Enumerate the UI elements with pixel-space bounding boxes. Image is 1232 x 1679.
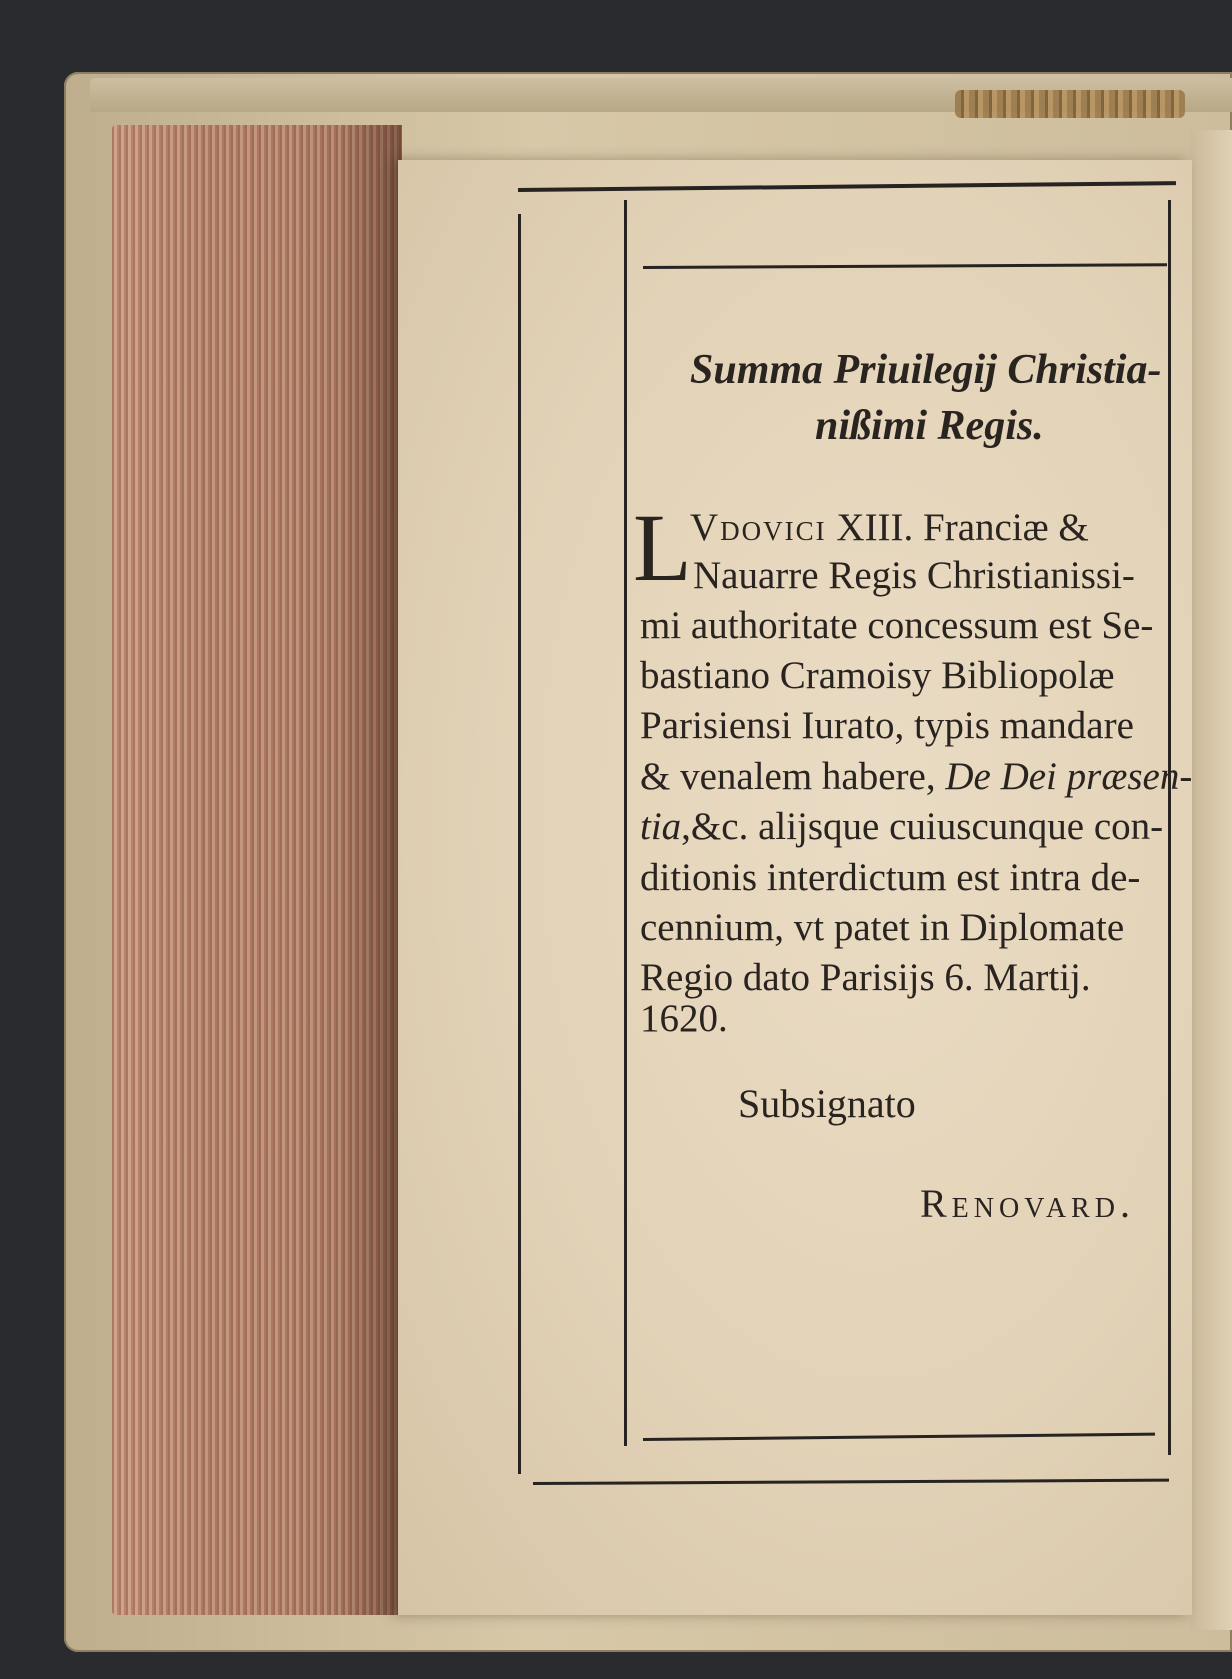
book-title-italic: De Dei præsen- <box>945 755 1193 798</box>
body-line-6-roman: & venalem habere, <box>640 755 946 798</box>
body-line-8: ditionis interdictum est intra de- <box>640 856 1141 899</box>
body-line-1-rest: XIII. Franciæ & <box>826 506 1089 549</box>
body-line-7 <box>640 804 1163 850</box>
body-line-4: bastiano Cramoisy Bibliopolæ <box>640 654 1115 697</box>
signature-name: Renovard. <box>920 1181 1135 1226</box>
body-line-10: Regio dato Parisijs 6. Martij. <box>640 956 1091 999</box>
drop-cap: L <box>633 494 692 601</box>
body-line-6 <box>640 754 1192 800</box>
body-line-9: cennium, vt patet in Diplomate <box>640 906 1125 949</box>
body-line-11-year: 1620. <box>640 997 728 1040</box>
body-line-2: Nauarre Regis Christianissi- <box>693 554 1135 597</box>
signature-label: Subsignato <box>738 1081 916 1126</box>
frame-rule-left-outer <box>518 214 521 1474</box>
body-line-1 <box>690 505 1089 551</box>
name-smallcaps: Vdovici <box>690 506 827 549</box>
privilege-title-line-1: Summa Priuilegij Christia- <box>690 347 1162 393</box>
facing-leaf-edge <box>1190 130 1232 1630</box>
headband <box>955 90 1185 118</box>
book-title-italic-end: tia <box>640 805 682 848</box>
body-line-5: Parisiensi Iurato, typis mandare <box>640 704 1134 747</box>
fore-edge-shadow <box>340 125 402 1615</box>
frame-rule-left-inner <box>624 200 627 1446</box>
body-line-3: mi authoritate concessum est Se- <box>640 604 1154 647</box>
privilege-title-line-2: nißimi Regis. <box>815 403 1044 449</box>
frame-rule-right <box>1168 200 1171 1455</box>
body-line-7-rest: ,&c. alijsque cuiuscunque con- <box>681 805 1164 848</box>
